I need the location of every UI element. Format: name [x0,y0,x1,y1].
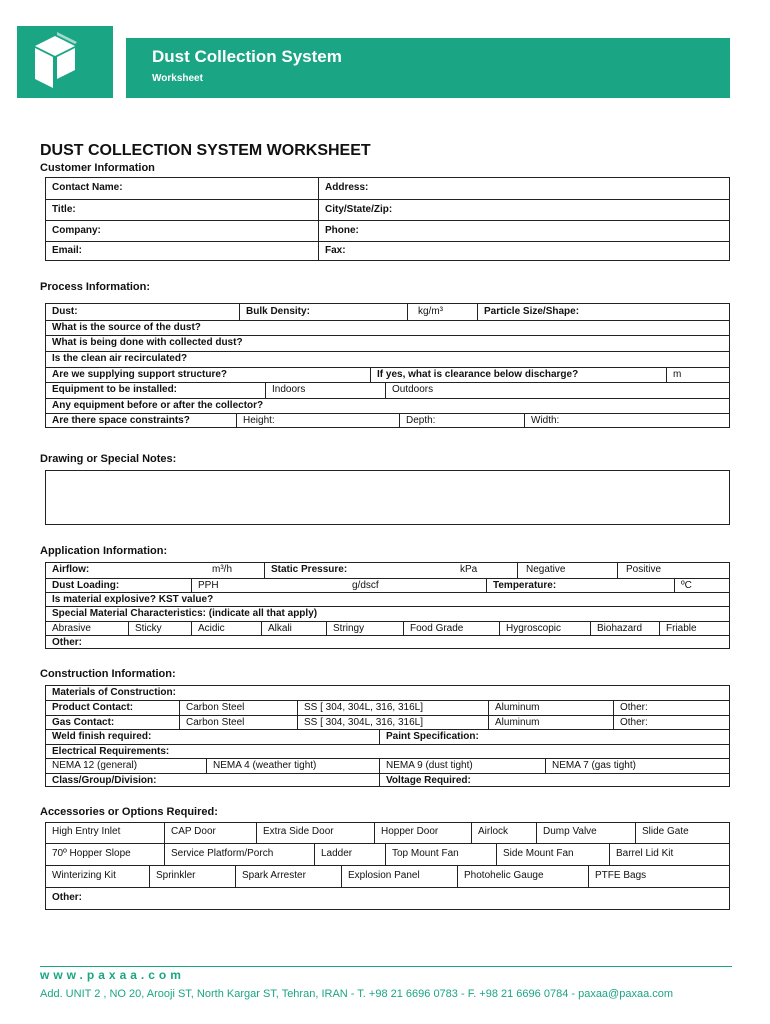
width-field[interactable]: Width: [524,414,729,428]
process-heading: Process Information: [40,281,151,293]
char-option[interactable]: Alkali [261,622,326,635]
accessory-option[interactable]: CAP Door [164,823,256,843]
gas-other-field[interactable]: Other: [613,716,729,729]
accessory-option[interactable]: High Entry Inlet [52,826,121,837]
accessory-option[interactable]: Ladder [314,844,385,865]
footer-address: Add. UNIT 2 , NO 20, Arooji ST, North Kargar ST, Tehran, IRAN - T. +98 21 6696 0783 - F. +98 21 6696 0784 - paxaa@paxaa.com [40,988,674,1000]
product-contact-label: Product Contact: [52,702,134,713]
char-option[interactable]: Hygroscopic [499,622,590,635]
height-field[interactable]: Height: [236,414,399,428]
gas-aluminum-option[interactable]: Aluminum [488,716,613,729]
celsius-unit: ºC [674,579,729,592]
weld-finish-field[interactable]: Weld finish required: [52,731,152,742]
gdscf-unit: g/dscf [352,580,379,591]
worksheet-title: DUST COLLECTION SYSTEM WORKSHEET [40,142,371,159]
collected-dust-field[interactable]: What is being done with collected dust? [52,337,243,348]
accessory-option[interactable]: Slide Gate [635,823,729,843]
construction-table [45,685,730,787]
accessory-option[interactable]: Barrel Lid Kit [609,844,729,865]
accessory-option[interactable]: Winterizing Kit [52,870,116,881]
accessories-heading: Accessories or Options Required: [40,806,218,818]
accessory-option[interactable]: Hopper Door [374,823,471,843]
fax-field[interactable]: Fax: [318,242,729,261]
bulk-density-field[interactable]: Bulk Density: [239,304,407,320]
accessory-option[interactable]: Photohelic Gauge [457,866,588,887]
char-option[interactable]: Stringy [326,622,403,635]
dust-loading-field[interactable]: Dust Loading: [52,580,120,591]
voltage-field[interactable]: Voltage Required: [379,774,729,787]
customer-table [45,177,730,261]
nema4-option[interactable]: NEMA 4 (weather tight) [206,759,379,773]
application-heading: Application Information: [40,545,168,557]
nema7-option[interactable]: NEMA 7 (gas tight) [545,759,729,773]
materials-label: Materials of Construction: [52,687,176,698]
notes-heading: Drawing or Special Notes: [40,453,177,465]
char-option[interactable]: Acidic [191,622,261,635]
outdoors-option[interactable]: Outdoors [385,383,729,398]
support-structure-field[interactable]: Are we supplying support structure? [52,369,228,380]
explosive-field[interactable]: Is material explosive? KST value? [52,594,214,605]
char-option[interactable]: Friable [659,622,729,635]
product-carbon-option[interactable]: Carbon Steel [179,701,297,715]
accessory-option[interactable]: Top Mount Fan [385,844,496,865]
char-option[interactable]: Sticky [128,622,191,635]
company-field[interactable]: Company: [52,225,101,236]
accessory-option[interactable]: PTFE Bags [588,866,729,887]
application-other-field[interactable]: Other: [52,637,82,648]
application-table [45,562,730,649]
contact-name-field[interactable]: Contact Name: [52,182,123,193]
city-field[interactable]: City/State/Zip: [318,200,729,220]
particle-size-field[interactable]: Particle Size/Shape: [477,304,729,320]
indoors-option[interactable]: Indoors [265,383,385,398]
equipment-installed-field: Equipment to be installed: [52,384,178,395]
customer-heading: Customer Information [40,162,155,174]
accessory-option[interactable]: Sprinkler [149,866,235,887]
static-pressure-field[interactable]: Static Pressure: [264,563,454,578]
construction-heading: Construction Information: [40,668,176,680]
gas-carbon-option[interactable]: Carbon Steel [179,716,297,729]
recirculated-field[interactable]: Is the clean air recirculated? [52,353,188,364]
accessory-option[interactable]: Spark Arrester [235,866,341,887]
accessory-option[interactable]: Side Mount Fan [496,844,609,865]
accessory-option[interactable]: Airlock [471,823,536,843]
class-group-field[interactable]: Class/Group/Division: [52,775,157,786]
char-option[interactable]: Abrasive [52,623,91,634]
footer-divider [40,966,732,967]
depth-field[interactable]: Depth: [399,414,524,428]
company-logo [17,26,113,98]
meter-unit: m [666,368,729,382]
email-field[interactable]: Email: [52,245,83,256]
before-after-field[interactable]: Any equipment before or after the collector? [52,400,264,411]
electrical-label: Electrical Requirements: [52,746,170,757]
nema9-option[interactable]: NEMA 9 (dust tight) [379,759,545,773]
accessories-other-field[interactable]: Other: [52,892,82,903]
kpa-unit: kPa [460,564,478,575]
process-table [45,303,730,428]
title-field[interactable]: Title: [52,204,76,215]
accessory-option[interactable]: Extra Side Door [256,823,374,843]
notes-box[interactable] [45,470,730,525]
gas-ss-option[interactable]: SS [ 304, 304L, 316, 316L] [297,716,488,729]
special-characteristics-label: Special Material Characteristics: (indicate all that apply) [52,608,318,619]
char-option[interactable]: Food Grade [403,622,499,635]
footer-website[interactable]: www.paxaa.com [40,968,185,982]
phone-field[interactable]: Phone: [318,221,729,241]
header-subtitle: Worksheet [152,73,203,84]
product-other-field[interactable]: Other: [613,701,729,715]
product-ss-option[interactable]: SS [ 304, 304L, 316, 316L] [297,701,488,715]
positive-option[interactable]: Positive [617,563,729,578]
m3h-unit: m³/h [212,564,232,575]
char-option[interactable]: Biohazard [590,622,659,635]
paint-spec-field[interactable]: Paint Specification: [379,730,729,744]
accessories-table [45,822,730,910]
accessory-option[interactable]: 70º Hopper Slope [52,848,131,859]
cube-logo-icon [17,26,113,98]
header-banner [126,38,730,98]
product-aluminum-option[interactable]: Aluminum [488,701,613,715]
accessory-option[interactable]: Dump Valve [536,823,635,843]
pph-unit: PPH [191,579,346,592]
dust-field[interactable]: Dust: [52,306,78,317]
temperature-field[interactable]: Temperature: [486,579,674,592]
airflow-field[interactable]: Airflow: [52,564,90,575]
gas-contact-label: Gas Contact: [52,717,115,728]
space-constraints-field: Are there space constraints? [52,415,190,426]
accessory-option[interactable]: Service Platform/Porch [164,844,314,865]
kgm3-unit: kg/m³ [407,304,477,320]
dust-source-field[interactable]: What is the source of the dust? [52,322,201,333]
header-title: Dust Collection System [152,47,342,66]
nema12-option[interactable]: NEMA 12 (general) [52,760,138,771]
negative-option[interactable]: Negative [517,563,617,578]
clearance-field[interactable]: If yes, what is clearance below discharge? [370,368,666,382]
accessory-option[interactable]: Explosion Panel [341,866,457,887]
address-field[interactable]: Address: [318,178,729,199]
